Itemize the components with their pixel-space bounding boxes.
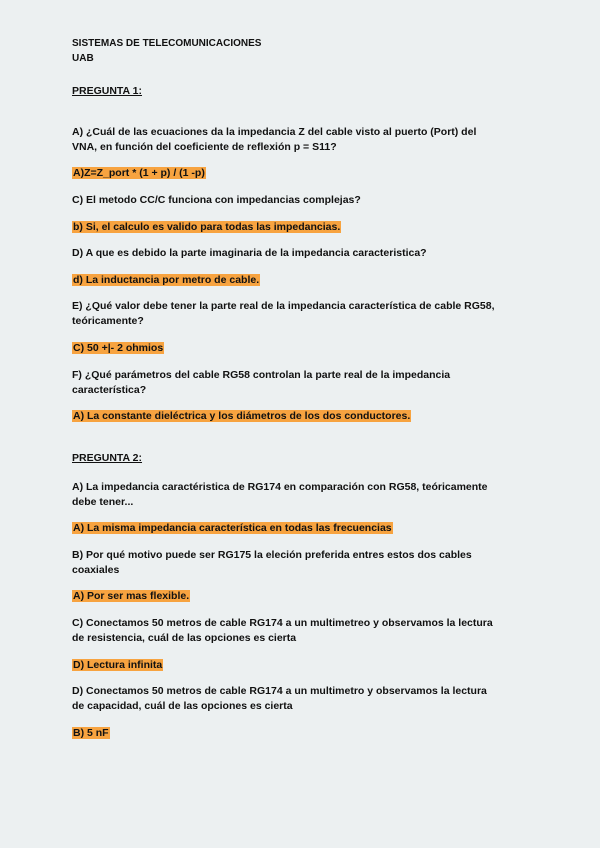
question-2b-line-1: B) Por qué motivo puede ser RG175 la eleción preferida entres estos dos cables: [72, 549, 472, 561]
question-2c-line-1: C) Conectamos 50 metros de cable RG174 a un multimetreo y observamos la lectura: [72, 617, 493, 629]
question-1d: D) A que es debido la parte imaginaria de la impedancia caracteristica?: [72, 247, 427, 259]
answer-1a: A)Z=Z_port * (1 + p) / (1 -p): [73, 167, 205, 179]
answer-2d: B) 5 nF: [73, 727, 109, 739]
answer-1d: d) La inductancia por metro de cable.: [73, 274, 260, 286]
question-2a-line-1: A) La impedancia caractéristica de RG174 en comparación con RG58, teóricamente: [72, 481, 488, 493]
question-2c-line-2: de resistencia, cuál de las opciones es cierta: [72, 632, 297, 644]
question-1f-line-2: característica?: [72, 384, 147, 396]
answer-1e: C) 50 +|- 2 ohmios: [73, 342, 164, 354]
answer-2b: A) Por ser mas flexible.: [73, 590, 190, 602]
question-1e-line-2: teóricamente?: [72, 315, 144, 327]
answer-1f: A) La constante dieléctrica y los diámetros de los dos conductores.: [73, 410, 411, 422]
answer-2c: D) Lectura infinita: [73, 659, 163, 671]
question-2d-line-2: de capacidad, cuál de las opciones es cierta: [72, 700, 293, 712]
question-1a-line-1: A) ¿Cuál de las ecuaciones da la impedancia Z del cable visto al puerto (Port) del: [72, 126, 477, 138]
section-heading-2: PREGUNTA 2:: [72, 452, 143, 464]
university-name: UAB: [72, 53, 94, 64]
question-1e-line-1: E) ¿Qué valor debe tener la parte real de la impedancia característica de cable RG58,: [72, 300, 495, 312]
question-2b-line-2: coaxiales: [72, 564, 120, 576]
answer-2a: A) La misma impedancia característica en todas las frecuencias: [73, 522, 392, 534]
answer-1c: b) Si, el calculo es valido para todas las impedancias.: [73, 221, 341, 233]
question-2a-line-2: debe tener...: [72, 496, 134, 508]
question-1c: C) El metodo CC/C funciona con impedancias complejas?: [72, 194, 361, 206]
question-1a-line-2: VNA, en función del coeficiente de reflexión p = S11?: [72, 141, 337, 153]
question-1f-line-1: F) ¿Qué parámetros del cable RG58 controlan la parte real de la impedancia: [72, 369, 451, 381]
course-title: SISTEMAS DE TELECOMUNICACIONES: [72, 38, 262, 49]
section-heading-1: PREGUNTA 1:: [72, 85, 143, 97]
question-2d-line-1: D) Conectamos 50 metros de cable RG174 a un multimetro y observamos la lectura: [72, 685, 487, 697]
